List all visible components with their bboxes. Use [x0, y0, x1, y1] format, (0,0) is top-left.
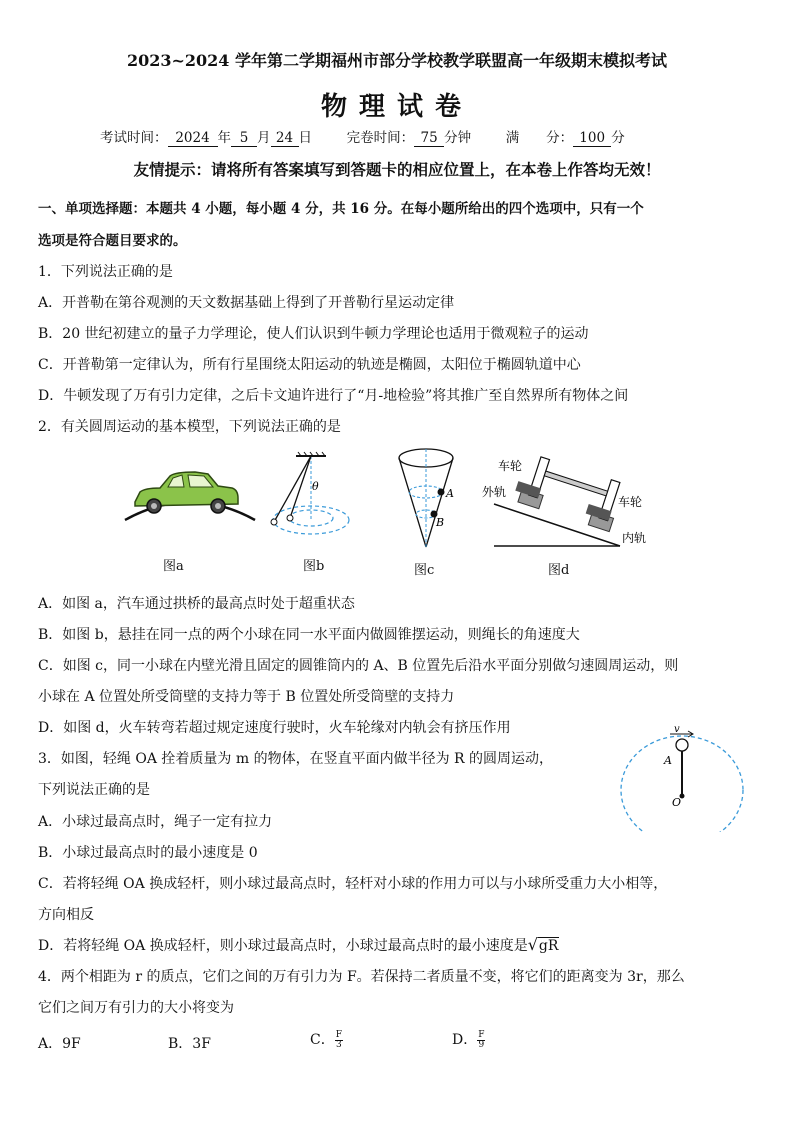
q1-option-d: D．牛顿发现了万有引力定律，之后卡文迪许进行了“月-地检验”将其推广至自然界所有物体之间	[38, 388, 629, 404]
q3-option-a: A．小球过最高点时，绳子一定有拉力	[38, 814, 273, 830]
point-a-label: A	[664, 754, 672, 767]
sqrt-radicand: gR	[538, 938, 559, 954]
score-unit: 分	[611, 130, 625, 146]
q4-stem: 4．两个相距为 r 的质点，它们之间的万有引力为 F。若保持二者质量不变，将它们的距离变为 3r，那么	[38, 969, 685, 985]
figure-a-caption: 图a	[163, 559, 184, 574]
inner-rail-label: 内轨	[622, 531, 647, 545]
fraction-denominator: 9	[478, 1039, 485, 1050]
exam-year: 2024	[168, 130, 218, 147]
day-unit: 日	[298, 130, 312, 146]
q2-option-c-cont: 小球在 A 位置处所受筒壁的支持力等于 B 位置处所受筒壁的支持力	[38, 689, 455, 705]
fraction-numerator: F	[335, 1029, 342, 1040]
center-o-label: O	[672, 796, 682, 809]
figure-c-cone	[388, 442, 468, 552]
q3-option-c: C．若将轻绳 OA 换成轻杆，则小球过最高点时，轻杆对小球的作用力可以与小球所受重力大小相等，	[38, 876, 668, 892]
q3-option-d-text: D．若将轻绳 OA 换成轻杆，则小球过最高点时，小球过最高点时的最小速度是	[38, 938, 528, 954]
year-unit: 年	[217, 130, 231, 146]
q1-option-c: C．开普勒第一定律认为，所有行星围绕太阳运动的轨迹是椭圆，太阳位于椭圆轨道中心	[38, 357, 581, 373]
figure-q3-vertical-circle	[618, 722, 748, 832]
exam-month: 5	[231, 130, 257, 147]
duration-label: 完卷时间：	[346, 130, 415, 146]
fraction-f-over-9	[477, 1031, 485, 1050]
q4-stem-cont: 它们之间万有引力的大小将变为	[38, 1000, 234, 1016]
q4-option-d	[452, 1029, 485, 1050]
exam-title: 2023~2024 学年第二学期福州市部分学校教学联盟高一年级期末模拟考试	[126, 51, 668, 70]
score-value: 100	[573, 130, 611, 147]
figure-a-car-on-bridge	[120, 462, 260, 522]
q2-option-a: A．如图 a，汽车通过拱桥的最高点时处于超重状态	[38, 596, 355, 612]
friendly-tip: 友情提示：请将所有答案填写到答题卡的相应位置上，在本卷上作答均无效！	[133, 160, 661, 179]
exam-info	[100, 126, 625, 147]
figure-d-banked-track	[480, 444, 660, 552]
q3-option-b: B．小球过最高点时的最小速度是 0	[38, 845, 258, 861]
q4-option-b: B．3F	[168, 1036, 211, 1052]
q2-stem: 2．有关圆周运动的基本模型，下列说法正确的是	[38, 419, 341, 435]
time-label: 考试时间：	[100, 130, 168, 146]
fraction-f-over-3	[335, 1031, 343, 1050]
point-b-label: B	[436, 516, 445, 529]
duration-value: 75	[414, 130, 444, 147]
exam-day: 24	[271, 130, 299, 147]
q2-option-b: B．如图 b，悬挂在同一点的两个小球在同一水平面内做圆锥摆运动，则绳长的角速度大	[38, 627, 580, 643]
theta-label: θ	[312, 480, 319, 493]
wheel-label-left: 车轮	[498, 459, 523, 473]
q4-option-d-label: D．	[452, 1032, 478, 1048]
subject-title: 物理试卷	[320, 92, 473, 122]
q4-option-c-label: C．	[310, 1032, 335, 1048]
q3-stem: 3．如图，轻绳 OA 拴着质量为 m 的物体，在竖直平面内做半径为 R 的圆周运动，	[38, 751, 554, 767]
velocity-label: v	[674, 724, 680, 735]
q3-option-d	[38, 935, 559, 955]
month-unit: 月	[257, 130, 271, 146]
point-a-label: A	[446, 487, 454, 500]
q4-option-a: A．9F	[38, 1036, 81, 1052]
car-icon	[135, 472, 238, 513]
section-1-heading-cont: 选项是符合题目要求的。	[38, 233, 187, 249]
score-label: 满 分：	[505, 130, 574, 146]
figure-b-conical-pendulum	[260, 450, 370, 550]
section-1-heading: 一、单项选择题：本题共 4 小题，每小题 4 分，共 16 分。在每小题所给出的四个选项中，只有一个	[38, 201, 644, 217]
sqrt-symbol: √	[527, 935, 538, 954]
q1-option-a: A．开普勒在第谷观测的天文数据基础上得到了开普勒行星运动定律	[38, 295, 455, 311]
q3-option-c-cont: 方向相反	[38, 907, 94, 923]
q1-stem: 1．下列说法正确的是	[38, 264, 173, 280]
q3-stem-cont: 下列说法正确的是	[38, 782, 150, 798]
figure-c-caption: 图c	[414, 563, 435, 578]
wheel-label-right: 车轮	[618, 495, 643, 509]
figure-d-caption: 图d	[548, 563, 570, 578]
outer-rail-label: 外轨	[482, 485, 507, 499]
fraction-numerator: F	[478, 1029, 485, 1040]
q2-option-c: C．如图 c，同一小球在内壁光滑且固定的圆锥筒内的 A、B 位置先后沿水平面分别做匀速圆周运动，则	[38, 658, 679, 674]
figure-b-caption: 图b	[303, 559, 325, 574]
q4-option-c	[310, 1029, 343, 1050]
duration-unit: 分钟	[444, 130, 472, 146]
q1-option-b: B．20 世纪初建立的量子力学理论，使人们认识到牛顿力学理论也适用于微观粒子的运动	[38, 326, 589, 342]
q2-option-d: D．如图 d，火车转弯若超过规定速度行驶时，火车轮缘对内轨会有挤压作用	[38, 720, 511, 736]
fraction-denominator: 3	[335, 1039, 342, 1050]
